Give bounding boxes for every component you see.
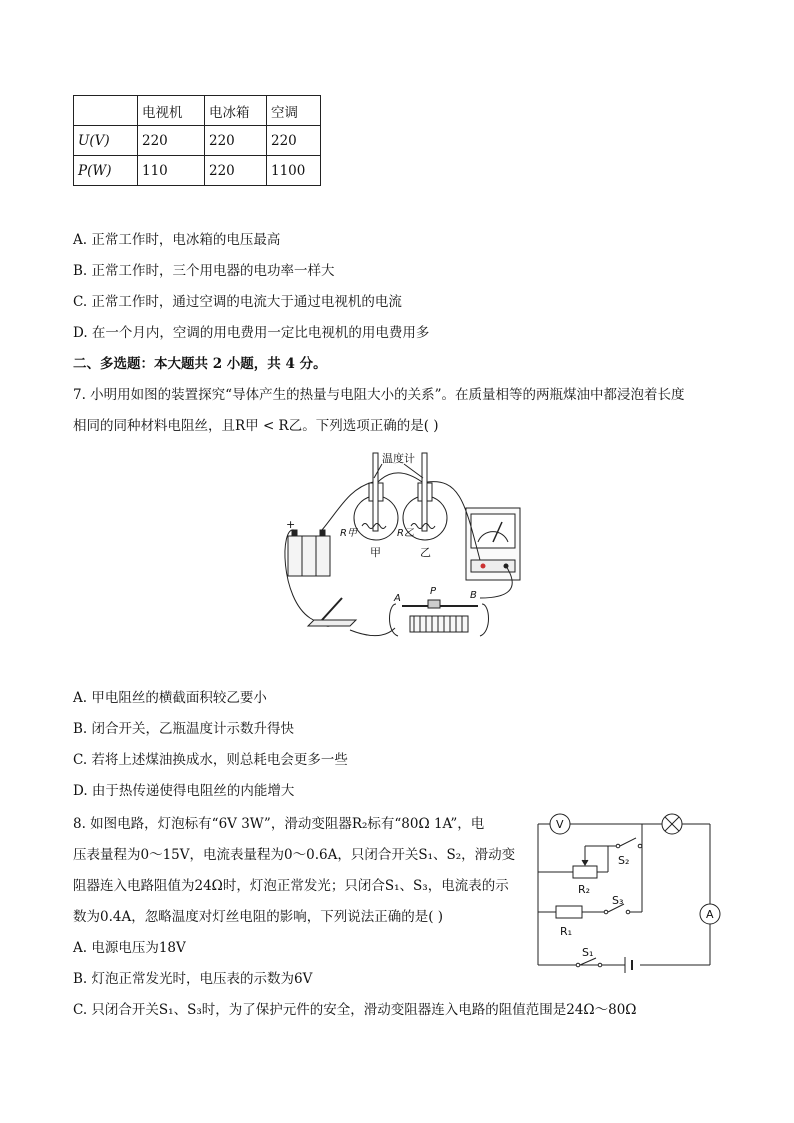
r1-label: R₁ <box>560 925 573 938</box>
s1-label: S₁ <box>582 946 594 959</box>
switch-s1 <box>580 958 596 965</box>
q8-option-b: B. 灯泡正常发光时，电压表的示数为6V <box>73 971 313 987</box>
q8-option-c: C. 只闭合开关S₁、S₃时，为了保护元件的安全，滑动变阻器连入电路的阻值范围是24Ω～80Ω <box>73 1002 637 1018</box>
q7-option-c: C. 若将上述煤油换成水，则总耗电会更多一些 <box>73 752 348 768</box>
label-b: B <box>470 590 477 601</box>
table-row <box>74 126 321 156</box>
table-cell: 1100 <box>267 156 321 186</box>
table-header-cell: 空调 <box>267 96 321 126</box>
q8-stem-line2: 压表量程为0～15V，电流表量程为0～0.6A，只闭合开关S₁、S₂，滑动变 <box>73 847 516 863</box>
table-cell: 220 <box>267 126 321 156</box>
q8-stem-line1: 8. 如图电路，灯泡标有“6V 3W”，滑动变阻器R₂标有“80Ω 1A”，电 <box>73 816 485 832</box>
label-jia: 甲 <box>370 546 381 559</box>
label-thermometer: 温度计 <box>382 452 415 465</box>
label-r-yi: R乙 <box>397 528 414 539</box>
table-header-cell: 电冰箱 <box>205 96 267 126</box>
label-plus: + <box>286 518 296 531</box>
section-heading: 二、多选题：本大题共 2 小题，共 4 分。 <box>73 356 327 372</box>
thermometer-yi <box>422 453 427 531</box>
table-row <box>74 156 321 186</box>
appliance-table <box>73 95 321 186</box>
q6-option-c: C. 正常工作时，通过空调的电流大于通过电视机的电流 <box>73 294 402 310</box>
q7-option-b: B. 闭合开关，乙瓶温度计示数升得快 <box>73 721 295 737</box>
rheostat-r2 <box>573 866 597 878</box>
q8-circuit-figure <box>530 808 730 978</box>
q6-option-a: A. 正常工作时，电冰箱的电压最高 <box>73 232 281 248</box>
r2-label: R₂ <box>578 883 591 896</box>
q7-stem-line1: 7. 小明用如图的装置探究“导体产生的热量与电阻大小的关系”。在质量相等的两瓶煤油中都浸泡着长度 <box>73 387 685 403</box>
q8-stem-line3: 阻器连入电路阻值为24Ω时，灯泡正常发光；只闭合S₁、S₃，电流表的示 <box>73 878 509 894</box>
table-cell: 220 <box>205 156 267 186</box>
battery <box>288 536 330 576</box>
table-header-row <box>74 96 321 126</box>
q6-option-d: D. 在一个月内，空调的用电费用一定比电视机的用电费用多 <box>73 325 430 341</box>
resistor-r1 <box>556 906 582 918</box>
s2-label: S₂ <box>618 854 630 867</box>
table-cell: 110 <box>138 156 205 186</box>
s3-label: S₃ <box>612 894 624 907</box>
q6-option-b: B. 正常工作时，三个用电器的电功率一样大 <box>73 263 335 279</box>
ammeter-label: A <box>706 908 714 921</box>
label-yi: 乙 <box>420 546 431 559</box>
table-cell <box>74 96 138 126</box>
label-a: A <box>394 593 401 604</box>
q7-option-d: D. 由于热传递使得电阻丝的内能增大 <box>73 783 295 799</box>
q8-option-a: A. 电源电压为18V <box>73 940 186 956</box>
label-r-jia: R甲 <box>340 528 357 539</box>
q7-apparatus-figure <box>270 448 530 643</box>
rheostat <box>410 616 468 632</box>
table-row-label: U(V) <box>74 126 138 156</box>
label-p: P <box>430 586 437 597</box>
voltmeter-label: V <box>556 818 564 831</box>
q7-stem-line2: 相同的同种材料电阻丝，且R甲 < R乙。下列选项正确的是( ) <box>73 418 439 434</box>
q7-option-a: A. 甲电阻丝的横截面积较乙要小 <box>73 690 267 706</box>
table-cell: 220 <box>138 126 205 156</box>
table-cell: 220 <box>205 126 267 156</box>
thermometer-jia <box>373 453 378 531</box>
switch <box>308 620 356 626</box>
switch-s2 <box>620 838 636 846</box>
q8-stem-line4: 数为0.4A，忽略温度对灯丝电阻的影响，下列说法正确的是( ) <box>73 909 444 925</box>
table-header-cell: 电视机 <box>138 96 205 126</box>
table-row-label: P(W) <box>74 156 138 186</box>
